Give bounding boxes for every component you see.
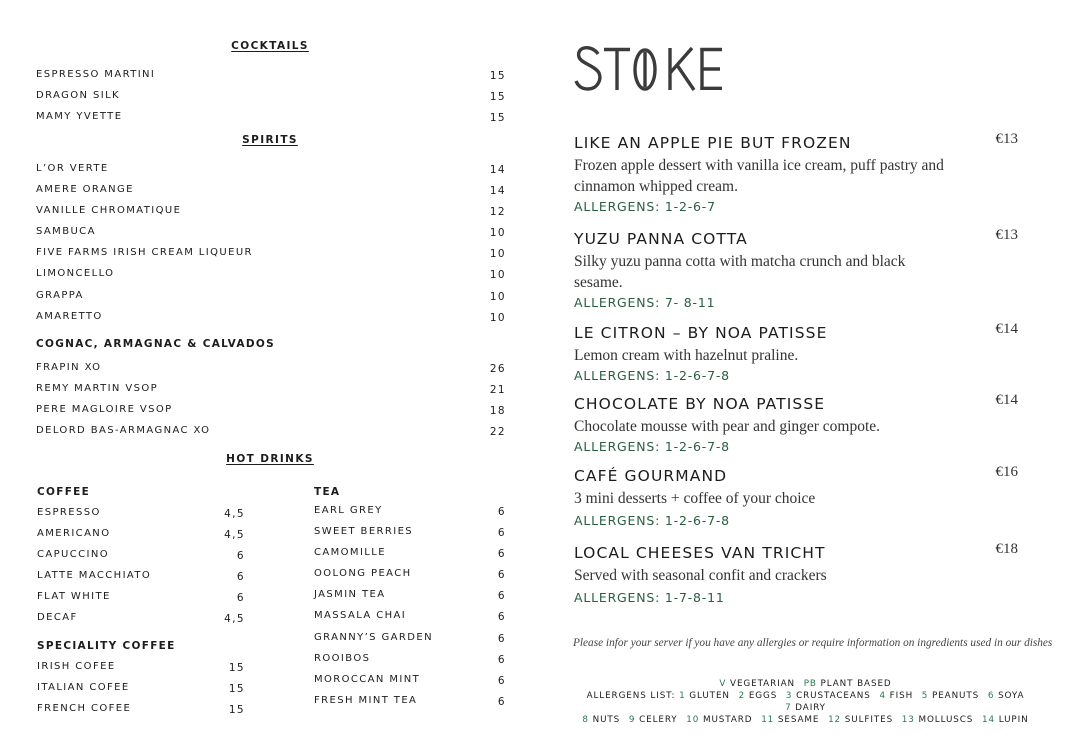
allergen-number: 11 bbox=[761, 715, 775, 725]
item-price: 14 bbox=[489, 185, 506, 198]
diet-codes bbox=[573, 678, 1043, 690]
item-name: ROOIBOS bbox=[314, 652, 371, 664]
allergen-entry bbox=[828, 715, 893, 725]
item-name: DELORD BAS-ARMAGNAC XO bbox=[36, 425, 211, 437]
item-price: 6 bbox=[236, 592, 245, 605]
item-name: SAMBUCA bbox=[36, 226, 96, 238]
allergen-number: 14 bbox=[982, 715, 995, 725]
item-name: AMERE ORANGE bbox=[36, 184, 134, 196]
dessert-item bbox=[574, 466, 1020, 528]
dessert-price: €14 bbox=[995, 392, 1018, 408]
item-price: 6 bbox=[497, 611, 506, 624]
dessert-price: €14 bbox=[995, 321, 1018, 337]
dessert-name: CHOCOLATE BY NOA PATISSE bbox=[574, 395, 826, 413]
item-name: PERE MAGLOIRE VSOP bbox=[36, 404, 173, 416]
list-item bbox=[36, 403, 506, 424]
item-name: ITALIAN COFEE bbox=[37, 682, 130, 694]
item-name: ESPRESSO MARTINI bbox=[36, 69, 156, 80]
item-name: ESPRESSO bbox=[37, 507, 101, 518]
allergen-entry bbox=[902, 715, 974, 725]
list-item bbox=[36, 225, 506, 246]
dessert-price: €13 bbox=[995, 131, 1018, 147]
allergen-number: 13 bbox=[901, 715, 915, 725]
allergen-label: SOYA bbox=[998, 691, 1025, 701]
item-name: LATTE MACCHIATO bbox=[37, 570, 152, 582]
allergy-note: Please infor your server if you have any allergies or require information on ingredients used in our dishes bbox=[573, 637, 1053, 649]
allergen-entry bbox=[988, 691, 1025, 701]
allergen-label: MUSTARD bbox=[702, 715, 753, 725]
allergen-label: EGGS bbox=[748, 691, 778, 701]
allergen-label: SESAME bbox=[777, 715, 820, 725]
item-name: FLAT WHITE bbox=[37, 591, 111, 603]
speciality-coffee-list bbox=[37, 660, 245, 723]
allergen-number: 5 bbox=[921, 691, 929, 701]
allergen-number: 9 bbox=[628, 715, 636, 725]
item-price: 15 bbox=[228, 662, 245, 674]
allergen-number: 6 bbox=[987, 691, 995, 701]
item-name: DRAGON SILK bbox=[36, 90, 121, 102]
list-item bbox=[37, 660, 245, 681]
allergen-label: SULFITES bbox=[844, 715, 894, 725]
item-price: 4,5 bbox=[224, 529, 245, 542]
allergen-label: MOLLUSCS bbox=[918, 715, 974, 725]
list-item bbox=[314, 567, 506, 588]
item-price: 10 bbox=[489, 269, 506, 282]
list-item bbox=[36, 162, 506, 183]
diet-code-symbol: PB bbox=[803, 679, 817, 689]
item-name: FRESH MINT TEA bbox=[314, 694, 418, 706]
item-price: 15 bbox=[489, 112, 506, 125]
dessert-name: LOCAL CHEESES VAN TRICHT bbox=[574, 544, 826, 562]
cocktails-list bbox=[36, 68, 506, 131]
item-name: L’OR VERTE bbox=[36, 163, 109, 174]
item-price: 15 bbox=[228, 704, 245, 717]
item-price: 4,5 bbox=[224, 613, 245, 626]
allergen-entry bbox=[786, 691, 871, 701]
item-price: 6 bbox=[497, 632, 506, 645]
item-name: FRAPIN XO bbox=[36, 362, 102, 373]
list-item bbox=[36, 89, 506, 110]
allergen-entry bbox=[582, 715, 620, 725]
dessert-item bbox=[574, 323, 1020, 383]
dessert-allergens: ALLERGENS: 1-2-6-7-8 bbox=[574, 439, 730, 454]
list-item bbox=[314, 546, 506, 567]
spirits-heading: SPIRITS bbox=[242, 134, 298, 146]
dessert-description: 3 mini desserts + coffee of your choice bbox=[574, 490, 816, 507]
item-price: 6 bbox=[497, 527, 506, 540]
cocktails-heading: COCKTAILS bbox=[231, 40, 309, 52]
dessert-item bbox=[574, 394, 1020, 454]
tea-heading: TEA bbox=[314, 486, 341, 498]
stoke-logo bbox=[574, 42, 730, 98]
list-item bbox=[314, 525, 506, 546]
item-name: SWEET BERRIES bbox=[314, 526, 414, 538]
item-price: 6 bbox=[497, 569, 506, 582]
item-name: AMARETTO bbox=[36, 310, 103, 322]
item-price: 6 bbox=[497, 695, 506, 708]
dessert-description: Chocolate mousse with pear and ginger compote. bbox=[574, 418, 881, 435]
item-name: CAPUCCINO bbox=[37, 549, 110, 561]
list-item bbox=[314, 694, 506, 715]
item-price: 6 bbox=[236, 571, 245, 584]
item-price: 6 bbox=[497, 653, 506, 666]
diet-code-label: VEGETARIAN bbox=[730, 679, 795, 689]
item-price: 10 bbox=[489, 311, 506, 324]
item-name: FRENCH COFEE bbox=[37, 703, 132, 715]
item-price: 21 bbox=[489, 384, 506, 397]
allergen-entry bbox=[879, 691, 913, 701]
allergen-entry bbox=[785, 703, 826, 713]
list-item bbox=[37, 506, 245, 527]
allergen-legend bbox=[573, 678, 1043, 726]
item-price: 10 bbox=[489, 227, 506, 240]
allergen-number: 4 bbox=[879, 691, 886, 701]
item-price: 4,5 bbox=[224, 508, 245, 520]
item-price: 12 bbox=[489, 206, 506, 219]
diet-code bbox=[804, 679, 892, 689]
allergen-entry bbox=[761, 715, 819, 725]
diet-code-label: PLANT BASED bbox=[820, 679, 892, 689]
item-price: 10 bbox=[489, 290, 506, 303]
item-name: GRANNY’S GARDEN bbox=[314, 631, 433, 643]
item-name: LIMONCELLO bbox=[36, 268, 115, 280]
allergen-label: DAIRY bbox=[795, 703, 826, 713]
item-name: FIVE FARMS IRISH CREAM LIQUEUR bbox=[36, 247, 253, 259]
list-item bbox=[37, 548, 245, 569]
list-item bbox=[37, 569, 245, 590]
coffee-heading: COFFEE bbox=[37, 486, 91, 498]
item-price: 22 bbox=[489, 426, 506, 439]
list-item bbox=[36, 204, 506, 225]
item-name: AMERICANO bbox=[37, 528, 111, 540]
item-price: 6 bbox=[497, 548, 506, 561]
spirits-list bbox=[36, 162, 506, 331]
allergen-label: CELERY bbox=[639, 715, 678, 725]
allergen-label: FISH bbox=[889, 691, 914, 701]
item-name: GRAPPA bbox=[36, 289, 84, 301]
dessert-description: Served with seasonal confit and crackers bbox=[574, 567, 827, 584]
dessert-item bbox=[574, 133, 1020, 214]
item-price: 10 bbox=[489, 248, 506, 261]
dessert-item bbox=[574, 543, 1020, 605]
allergen-number: 8 bbox=[582, 715, 589, 725]
allergen-label: CRUSTACEANS bbox=[796, 691, 871, 701]
dessert-price: €18 bbox=[995, 541, 1018, 557]
dessert-allergens: ALLERGENS: 1-2-6-7-8 bbox=[574, 368, 730, 383]
list-item bbox=[36, 246, 506, 267]
allergen-label: GLUTEN bbox=[689, 691, 730, 701]
allergen-number: 3 bbox=[785, 691, 793, 701]
list-item bbox=[36, 361, 506, 382]
item-price: 18 bbox=[489, 405, 506, 418]
dessert-name: LIKE AN APPLE PIE BUT FROZEN bbox=[574, 134, 852, 152]
list-item bbox=[37, 611, 245, 632]
dessert-item bbox=[574, 229, 1020, 310]
allergen-entry bbox=[686, 715, 752, 725]
dessert-name: YUZU PANNA COTTA bbox=[574, 230, 748, 248]
item-name: EARL GREY bbox=[314, 505, 383, 516]
allergen-entry bbox=[982, 715, 1029, 725]
allergen-list bbox=[573, 690, 1043, 714]
speciality-coffee-heading: SPECIALITY COFFEE bbox=[37, 640, 176, 652]
list-item bbox=[314, 609, 506, 630]
dessert-description: Frozen apple dessert with vanilla ice cream, puff pastry and cinnamon whipped cream. bbox=[574, 157, 944, 195]
allergen-number: 10 bbox=[686, 715, 700, 725]
item-price: 14 bbox=[489, 164, 506, 176]
item-price: 26 bbox=[489, 363, 506, 375]
allergen-entry bbox=[922, 691, 979, 701]
item-name: MAMY YVETTE bbox=[36, 111, 123, 123]
allergen-label: NUTS bbox=[592, 715, 621, 725]
item-name: CAMOMILLE bbox=[314, 547, 386, 559]
list-item bbox=[36, 310, 506, 331]
list-item bbox=[36, 424, 506, 445]
item-name: VANILLE CHROMATIQUE bbox=[36, 205, 182, 217]
allergen-entry bbox=[679, 691, 730, 701]
item-name: DECAF bbox=[37, 612, 78, 624]
list-item bbox=[36, 267, 506, 288]
item-name: MASSALA CHAI bbox=[314, 610, 407, 622]
list-item bbox=[314, 652, 506, 673]
coffee-list bbox=[37, 506, 245, 633]
allergen-number: 2 bbox=[738, 691, 746, 701]
list-item bbox=[36, 183, 506, 204]
allergen-number: 12 bbox=[828, 715, 842, 725]
list-item bbox=[314, 631, 506, 652]
diet-code-symbol: V bbox=[719, 679, 727, 689]
dessert-price: €16 bbox=[995, 464, 1018, 480]
list-item bbox=[36, 110, 506, 131]
tea-list bbox=[314, 504, 506, 715]
allergen-number: 7 bbox=[785, 703, 792, 713]
list-item bbox=[37, 590, 245, 611]
dessert-allergens: ALLERGENS: 7- 8-11 bbox=[574, 295, 716, 310]
allergen-label: LUPIN bbox=[998, 715, 1029, 725]
dessert-name: CAFÉ GOURMAND bbox=[574, 467, 728, 485]
item-name: MOROCCAN MINT bbox=[314, 673, 421, 685]
item-name: JASMIN TEA bbox=[314, 589, 386, 601]
dessert-description: Silky yuzu panna cotta with matcha crunch and black sesame. bbox=[574, 253, 906, 291]
item-price: 6 bbox=[497, 506, 506, 518]
item-price: 15 bbox=[228, 683, 245, 696]
allergen-entry bbox=[739, 691, 778, 701]
dessert-allergens: ALLERGENS: 1-2-6-7 bbox=[574, 199, 716, 214]
list-item bbox=[314, 504, 506, 525]
allergen-label: PEANUTS bbox=[932, 691, 980, 701]
item-price: 6 bbox=[236, 550, 245, 563]
allergen-list-label: ALLERGENS LIST: bbox=[586, 691, 676, 701]
dessert-allergens: ALLERGENS: 1-2-6-7-8 bbox=[574, 513, 730, 528]
hot-drinks-heading: HOT DRINKS bbox=[226, 453, 314, 465]
allergen-number: 1 bbox=[679, 691, 686, 701]
item-name: OOLONG PEACH bbox=[314, 568, 412, 580]
item-price: 15 bbox=[489, 70, 506, 82]
cognac-heading: COGNAC, ARMAGNAC & CALVADOS bbox=[36, 338, 275, 350]
list-item bbox=[314, 588, 506, 609]
item-price: 6 bbox=[497, 590, 506, 603]
item-price: 15 bbox=[489, 91, 506, 104]
list-item bbox=[37, 702, 245, 723]
dessert-description: Lemon cream with hazelnut praline. bbox=[574, 347, 799, 364]
dessert-price: €13 bbox=[995, 227, 1018, 243]
diet-code bbox=[719, 679, 795, 689]
item-price: 6 bbox=[497, 674, 506, 687]
list-item bbox=[36, 382, 506, 403]
list-item bbox=[314, 673, 506, 694]
list-item bbox=[36, 289, 506, 310]
list-item bbox=[36, 68, 506, 89]
list-item bbox=[37, 681, 245, 702]
dessert-allergens: ALLERGENS: 1-7-8-11 bbox=[574, 590, 725, 605]
item-name: IRISH COFEE bbox=[37, 661, 116, 672]
list-item bbox=[37, 527, 245, 548]
allergen-list-continued bbox=[573, 714, 1043, 726]
allergen-entry bbox=[629, 715, 678, 725]
cognac-list bbox=[36, 361, 506, 445]
dessert-name: LE CITRON – BY NOA PATISSE bbox=[574, 324, 828, 342]
item-name: REMY MARTIN VSOP bbox=[36, 383, 159, 395]
